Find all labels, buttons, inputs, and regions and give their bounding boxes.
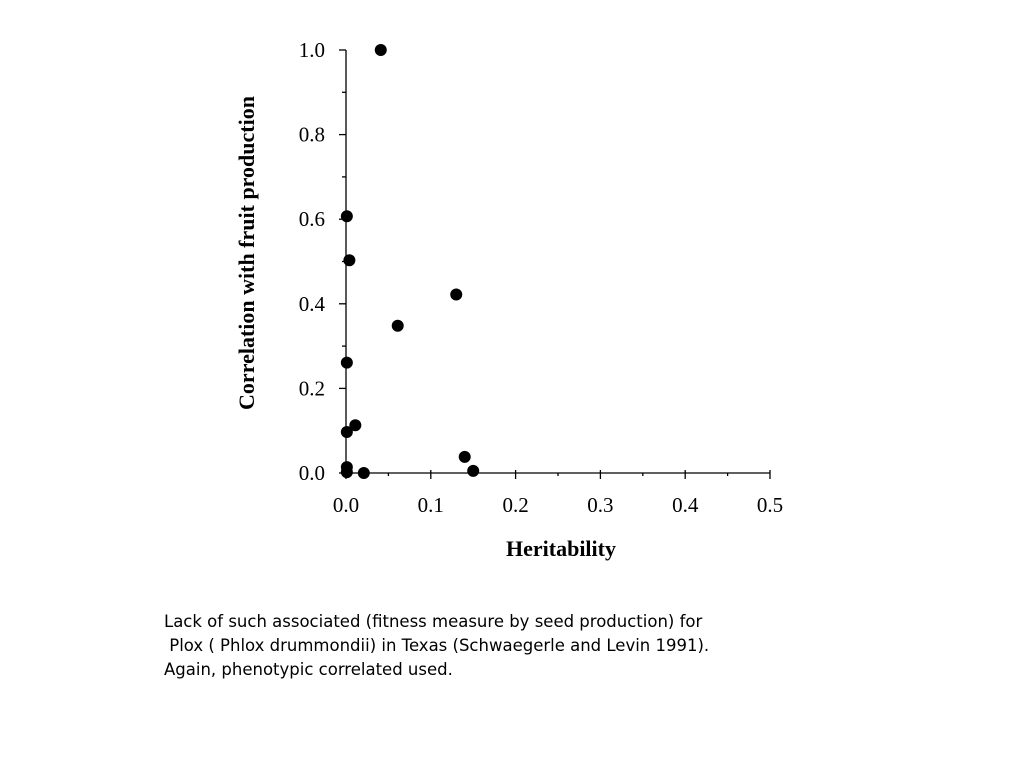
y-tick-label: 1.0 xyxy=(298,38,325,62)
data-point xyxy=(341,357,352,368)
data-point xyxy=(468,465,479,476)
ticks xyxy=(299,38,783,517)
x-tick-label: 0.3 xyxy=(587,493,614,517)
y-tick-label: 0.8 xyxy=(298,122,325,147)
data-point xyxy=(459,451,470,462)
data-point xyxy=(341,426,352,437)
y-tick-label: 0.2 xyxy=(298,376,325,401)
data-point xyxy=(358,468,369,479)
x-axis-title: Heritability xyxy=(506,536,616,561)
caption-line: Again, phenotypic correlated used. xyxy=(164,660,453,679)
y-axis-title: Correlation with fruit production xyxy=(234,96,259,410)
y-tick-label: 0.6 xyxy=(298,207,325,232)
x-tick-label: 0.5 xyxy=(756,493,784,517)
data-point xyxy=(341,467,352,478)
caption-line: Plox ( Phlox drummondii) in Texas (Schwaegerle and Levin 1991). xyxy=(164,636,710,655)
caption xyxy=(164,610,864,682)
data-point xyxy=(392,320,403,331)
x-tick-label: 0.0 xyxy=(332,493,360,517)
y-tick-label: 0.4 xyxy=(298,291,325,316)
data-point xyxy=(375,45,386,56)
data-point xyxy=(341,211,352,222)
x-tick-label: 0.4 xyxy=(672,493,699,517)
caption-line: Lack of such associated (fitness measure by seed production) for xyxy=(164,612,703,631)
data-point xyxy=(451,289,462,300)
data-points xyxy=(341,45,478,479)
axes xyxy=(346,50,770,473)
data-point xyxy=(344,255,355,266)
x-tick-label: 0.1 xyxy=(417,493,444,517)
x-tick-label: 0.2 xyxy=(502,493,529,517)
y-tick-label: 0.0 xyxy=(298,461,325,485)
